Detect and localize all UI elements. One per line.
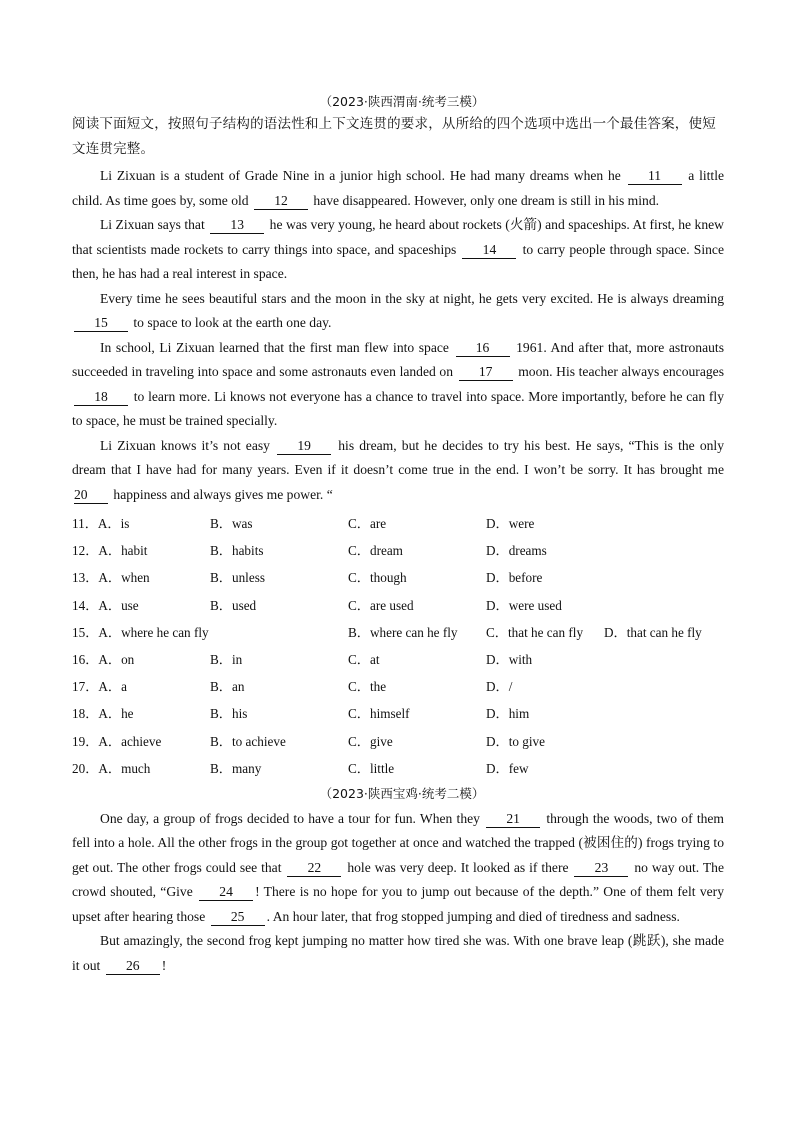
option-d[interactable]: D．that can he fly <box>604 624 702 640</box>
question-row <box>72 700 724 727</box>
section-1-instruction: 阅读下面短文，按照句子结构的语法性和上下文连贯的要求，从所给的四个选项中选出一个最佳答案，使短文连贯完整。 <box>72 116 716 157</box>
option-d[interactable]: D．him <box>486 706 530 722</box>
passage-paragraph: Li Zixuan says that 13 he was very young, he heard about rockets (火箭) and spaceships. At first, he knew that scientists made rockets to carry things into space, and spaceships 14 to carry people through space. Since then, he has had a real interest in space. <box>72 217 724 281</box>
option-d[interactable]: D．few <box>486 760 529 776</box>
option-c[interactable]: C．little <box>348 760 395 776</box>
passage-paragraph: In school, Li Zixuan learned that the first man flew into space 16 1961. And after that, more astronauts succeeded in traveling into space and some astronauts even landed on 17 moon. His teacher always encourages 18 to learn more. Li knows not everyone has a chance to travel into space. More importantly, before he can fly to space, he must be trained specially. <box>72 339 725 428</box>
option-b[interactable]: B．used <box>210 597 257 613</box>
option-a[interactable]: 19．A．achieve <box>72 733 162 749</box>
option-c[interactable]: C．the <box>348 679 387 695</box>
option-b[interactable]: B．was <box>210 516 253 531</box>
option-d[interactable]: D．to give <box>486 733 545 749</box>
option-d[interactable]: D．before <box>486 570 543 586</box>
blank-17[interactable]: 17 <box>459 364 513 381</box>
blank-13[interactable]: 13 <box>210 217 264 234</box>
option-c[interactable]: C．give <box>348 733 393 749</box>
option-c[interactable]: C．are <box>348 516 387 531</box>
option-b[interactable]: B．many <box>210 760 262 776</box>
blank-22[interactable]: 22 <box>287 860 341 877</box>
passage-paragraph: Every time he sees beautiful stars and the moon in the sky at night, he gets very excited. He is always dreaming 15 to space to look at the earth one day. <box>72 287 724 336</box>
section-1-source: （2023·陕西渭南·统考三模） <box>319 94 485 109</box>
blank-19[interactable]: 19 <box>277 438 331 455</box>
option-a[interactable]: 20．A．much <box>72 760 151 776</box>
answer-options <box>72 510 724 782</box>
section-2-source: （2023·陕西宝鸡·统考二模） <box>319 785 485 801</box>
blank-16[interactable]: 16 <box>456 340 510 357</box>
option-d[interactable]: D．dreams <box>486 543 547 559</box>
option-b[interactable]: B．an <box>210 679 245 695</box>
blank-12[interactable]: 12 <box>254 193 308 210</box>
passage-paragraph: Li Zixuan knows it’s not easy 19 his dream, but he decides to try his best. He says, “This is the only dream that I have had for many years. Even if it doesn’t come true in the end. I won’t be sorry. It has brought me 20 happiness and always gives me power. “ <box>72 437 725 502</box>
blank-21[interactable]: 21 <box>486 811 540 828</box>
blank-15[interactable]: 15 <box>74 315 128 332</box>
worksheet-page <box>72 92 724 978</box>
option-d[interactable]: D．were <box>486 516 535 531</box>
option-b[interactable]: B．where can he fly <box>348 624 458 640</box>
option-c[interactable]: C．at <box>348 651 380 667</box>
blank-18[interactable]: 18 <box>74 389 128 406</box>
blank-23[interactable]: 23 <box>574 860 628 877</box>
option-c[interactable]: C．though <box>348 570 407 586</box>
question-row <box>72 646 724 673</box>
option-a[interactable]: 16．A．on <box>72 651 135 667</box>
option-d[interactable]: D．/ <box>486 679 513 695</box>
question-row <box>72 728 724 755</box>
blank-25[interactable]: 25 <box>211 909 265 926</box>
option-c[interactable]: C．are used <box>348 597 414 613</box>
option-a[interactable]: 11．A．is <box>72 516 130 531</box>
question-row <box>72 564 724 591</box>
question-row <box>72 619 724 646</box>
option-b[interactable]: B．habits <box>210 543 264 559</box>
blank-26[interactable]: 26 <box>106 958 160 975</box>
option-c[interactable]: C．that he can fly <box>486 624 584 640</box>
blank-14[interactable]: 14 <box>462 242 516 259</box>
option-a[interactable]: 15．A．where he can fly <box>72 624 209 640</box>
option-a[interactable]: 12．A．habit <box>72 543 148 559</box>
blank-11[interactable]: 11 <box>628 168 682 185</box>
option-c[interactable]: C．dream <box>348 543 403 559</box>
question-row <box>72 537 724 564</box>
option-a[interactable]: 18．A．he <box>72 706 134 722</box>
option-b[interactable]: B．unless <box>210 570 265 586</box>
question-row <box>72 510 724 537</box>
question-row <box>72 673 724 700</box>
blank-24[interactable]: 24 <box>199 884 253 901</box>
option-a[interactable]: 14．A．use <box>72 597 139 613</box>
option-b[interactable]: B．his <box>210 706 248 722</box>
question-row <box>72 755 724 782</box>
passage-paragraph: One day, a group of frogs decided to have a tour for fun. When they 21 through the woods, two of them fell into a hole. All the other frogs in the group got together at once and watched the trapped (被困住的) frogs trying to get out. The other frogs could see that 22 hole was very deep. It looked as if there 23 no way out. The crowd shouted, “Give 24 ! There is no hope for you to jump out because of the depth.” One of them felt very upset after hearing those 25 . An hour later, that frog stopped jumping and died of tiredness and sadness. <box>72 810 725 924</box>
option-b[interactable]: B．to achieve <box>210 733 286 749</box>
passage-paragraph: But amazingly, the second frog kept jumping no matter how tired she was. With one brave leap (跳跃), she made it out 26 ! <box>72 933 724 973</box>
blank-20[interactable]: 20 <box>74 487 108 504</box>
option-c[interactable]: C．himself <box>348 706 410 722</box>
option-a[interactable]: 17．A．a <box>72 679 127 695</box>
option-d[interactable]: D．with <box>486 651 533 667</box>
option-d[interactable]: D．were used <box>486 597 562 613</box>
passage-paragraph: Li Zixuan is a student of Grade Nine in a junior high school. He had many dreams when he 11 a little child. As time goes by, some old 12 have disappeared. However, only one dream is still in his mind. <box>72 168 725 208</box>
option-a[interactable]: 13．A．when <box>72 570 150 586</box>
question-row <box>72 592 724 619</box>
option-b[interactable]: B．in <box>210 651 243 667</box>
